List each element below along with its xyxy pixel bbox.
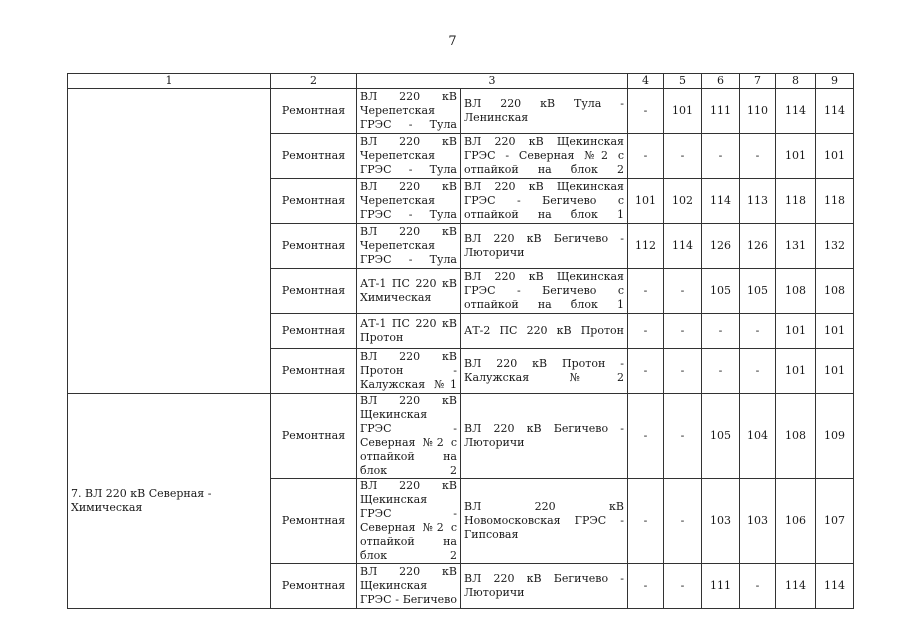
value-cell-9: 107 — [816, 479, 854, 564]
value-cell-4: - — [628, 314, 664, 349]
value-cell-6: 111 — [702, 89, 740, 134]
value-cell-6: 114 — [702, 179, 740, 224]
value-cell-7: 113 — [740, 179, 776, 224]
repair-element-cell: ВЛ 220 кВ Щекинская ГРЭС - Северная №2 с отпайкой на блок 2 — [357, 479, 461, 564]
value-cell-6: - — [702, 134, 740, 179]
scheme-mode-cell: Ремонтная — [271, 349, 357, 394]
value-cell-6: - — [702, 314, 740, 349]
value-cell-4: - — [628, 394, 664, 479]
value-cell-5: - — [664, 314, 702, 349]
value-cell-8: 108 — [776, 269, 816, 314]
scheme-mode-cell: Ремонтная — [271, 314, 357, 349]
column-number-3: 3 — [357, 74, 628, 89]
value-cell-4: 112 — [628, 224, 664, 269]
value-cell-9: 118 — [816, 179, 854, 224]
value-cell-9: 132 — [816, 224, 854, 269]
value-cell-8: 106 — [776, 479, 816, 564]
repair-element-cell: ВЛ 220 кВ Щекинская ГРЭС - Бегичево — [357, 564, 461, 609]
value-cell-4: - — [628, 269, 664, 314]
disconnected-line-cell: ВЛ 220 кВ Щекинская ГРЭС - Северная №2 с отпайкой на блок 2 — [461, 134, 628, 179]
value-cell-8: 108 — [776, 394, 816, 479]
scheme-mode-cell: Ремонтная — [271, 394, 357, 479]
column-number-5: 5 — [664, 74, 702, 89]
value-cell-7: - — [740, 134, 776, 179]
repair-element-cell: ВЛ 220 кВ Черепетская ГРЭС - Тула — [357, 179, 461, 224]
repair-element-cell: АТ-1 ПС 220 кВ Химическая — [357, 269, 461, 314]
value-cell-6: 126 — [702, 224, 740, 269]
value-cell-4: - — [628, 89, 664, 134]
value-cell-5: - — [664, 394, 702, 479]
value-cell-6: 103 — [702, 479, 740, 564]
report-table — [67, 73, 854, 609]
scheme-mode-cell: Ремонтная — [271, 179, 357, 224]
value-cell-4: - — [628, 134, 664, 179]
value-cell-7: 126 — [740, 224, 776, 269]
repair-element-cell: ВЛ 220 кВ Черепетская ГРЭС - Тула — [357, 224, 461, 269]
value-cell-8: 118 — [776, 179, 816, 224]
column-number-4: 4 — [628, 74, 664, 89]
value-cell-7: 110 — [740, 89, 776, 134]
column-number-9: 9 — [816, 74, 854, 89]
table-row — [68, 394, 854, 479]
value-cell-9: 101 — [816, 134, 854, 179]
overloaded-element-cell — [68, 394, 271, 609]
column-number-2: 2 — [271, 74, 357, 89]
value-cell-7: 105 — [740, 269, 776, 314]
value-cell-6: 111 — [702, 564, 740, 609]
disconnected-line-cell: ВЛ 220 кВ Щекинская ГРЭС - Бегичево с отпайкой на блок 1 — [461, 269, 628, 314]
value-cell-4: - — [628, 564, 664, 609]
value-cell-4: - — [628, 479, 664, 564]
value-cell-7: - — [740, 349, 776, 394]
value-cell-8: 114 — [776, 564, 816, 609]
repair-element-cell: ВЛ 220 кВ Протон - Калужская №1 — [357, 349, 461, 394]
value-cell-9: 114 — [816, 564, 854, 609]
value-cell-8: 101 — [776, 349, 816, 394]
value-cell-8: 101 — [776, 134, 816, 179]
value-cell-7: - — [740, 564, 776, 609]
value-cell-5: - — [664, 134, 702, 179]
scheme-mode-cell: Ремонтная — [271, 479, 357, 564]
value-cell-5: 102 — [664, 179, 702, 224]
value-cell-4: 101 — [628, 179, 664, 224]
column-number-6: 6 — [702, 74, 740, 89]
overloaded-element-label: 7. ВЛ 220 кВ Северная - Химическая — [71, 487, 212, 514]
value-cell-9: 114 — [816, 89, 854, 134]
disconnected-line-cell: ВЛ 220 кВ Тула - Ленинская — [461, 89, 628, 134]
value-cell-8: 131 — [776, 224, 816, 269]
value-cell-9: 109 — [816, 394, 854, 479]
value-cell-5: 101 — [664, 89, 702, 134]
disconnected-line-cell: ВЛ 220 кВ Бегичево - Лютоpичи — [461, 224, 628, 269]
value-cell-6: 105 — [702, 269, 740, 314]
value-cell-5: - — [664, 479, 702, 564]
scheme-mode-cell: Ремонтная — [271, 224, 357, 269]
overloaded-element-cell — [68, 89, 271, 394]
column-number-1: 1 — [68, 74, 271, 89]
disconnected-line-cell: ВЛ 220 кВ Щекинская ГРЭС - Бегичево с отпайкой на блок 1 — [461, 179, 628, 224]
value-cell-7: - — [740, 314, 776, 349]
scheme-mode-cell: Ремонтная — [271, 564, 357, 609]
scheme-mode-cell: Ремонтная — [271, 134, 357, 179]
repair-element-cell: АТ-1 ПС 220 кВ Протон — [357, 314, 461, 349]
disconnected-line-cell: ВЛ 220 кВ Бегичево - Лютоpичи — [461, 564, 628, 609]
scheme-mode-cell: Ремонтная — [271, 269, 357, 314]
disconnected-line-cell: ВЛ 220 кВ Новомосковская ГРЭС - Гипсовая — [461, 479, 628, 564]
value-cell-9: 101 — [816, 349, 854, 394]
table-body — [68, 89, 854, 609]
value-cell-7: 104 — [740, 394, 776, 479]
value-cell-8: 101 — [776, 314, 816, 349]
repair-element-cell: ВЛ 220 кВ Черепетская ГРЭС - Тула — [357, 89, 461, 134]
value-cell-6: 105 — [702, 394, 740, 479]
value-cell-5: 114 — [664, 224, 702, 269]
disconnected-line-cell: АТ-2 ПС 220 кВ Протон — [461, 314, 628, 349]
value-cell-4: - — [628, 349, 664, 394]
page-number: 7 — [448, 34, 457, 49]
value-cell-9: 108 — [816, 269, 854, 314]
value-cell-8: 114 — [776, 89, 816, 134]
column-number-8: 8 — [776, 74, 816, 89]
value-cell-5: - — [664, 349, 702, 394]
column-number-row — [68, 74, 854, 89]
scheme-mode-cell: Ремонтная — [271, 89, 357, 134]
column-number-7: 7 — [740, 74, 776, 89]
disconnected-line-cell: ВЛ 220 кВ Протон - Калужская №2 — [461, 349, 628, 394]
value-cell-6: - — [702, 349, 740, 394]
value-cell-5: - — [664, 564, 702, 609]
table-row — [68, 89, 854, 134]
repair-element-cell: ВЛ 220 кВ Щекинская ГРЭС - Северная №2 с отпайкой на блок 2 — [357, 394, 461, 479]
value-cell-7: 103 — [740, 479, 776, 564]
disconnected-line-cell: ВЛ 220 кВ Бегичево - Лютоpичи — [461, 394, 628, 479]
value-cell-9: 101 — [816, 314, 854, 349]
value-cell-5: - — [664, 269, 702, 314]
repair-element-cell: ВЛ 220 кВ Черепетская ГРЭС - Тула — [357, 134, 461, 179]
